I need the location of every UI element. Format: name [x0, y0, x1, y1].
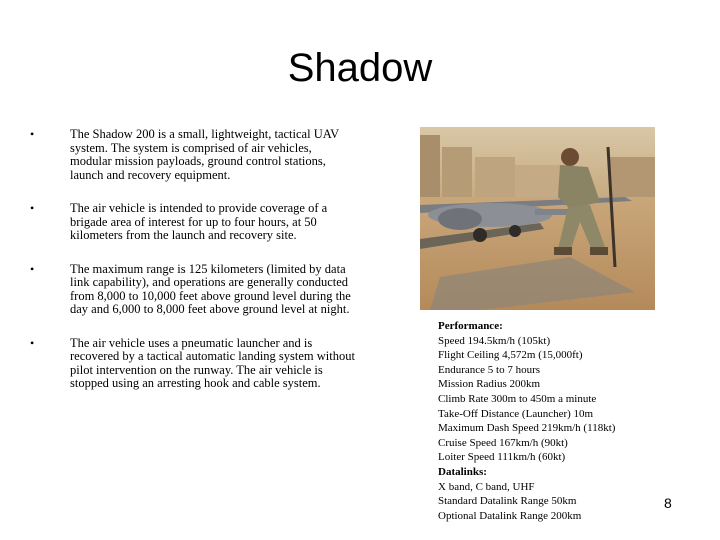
uav-photo [420, 127, 655, 310]
bullet-text: The air vehicle uses a pneumatic launcher and is recovered by a tactical automatic landing system without pilot intervention on the runway. The air vehicle is stopped using an arresting hook and cable system. [70, 335, 355, 390]
slide-title: Shadow [287, 46, 433, 90]
spec-line: Flight Ceiling 4,572m (15,000ft) [438, 349, 583, 362]
bullet-text: The maximum range is 125 kilometers (limited by data link capability), and operations are generally conducted from 8,000 to 10,000 feet above ground level during the day and 6,000 to 8,000 feet above ground level at night. [70, 261, 351, 316]
bullet-text: The Shadow 200 is a small, lightweight, tactical UAV system. The system is comprised of air vehicles, modular mission payloads, ground control stations, launch and recovery equipment. [70, 127, 339, 182]
spec-line: Climb Rate 300m to 450m a minute [438, 392, 597, 405]
spec-line: Optional Datalink Range 200km [438, 509, 582, 522]
bullet-marker: • [30, 201, 35, 215]
spec-line: X band, C band, UHF [438, 480, 535, 493]
page-number: 8 [664, 495, 672, 511]
spec-line: Standard Datalink Range 50km [438, 495, 577, 508]
bullet-text: The air vehicle is intended to provide coverage of a brigade area of interest for up to four hours, at 50 kilometers from the launch and recovery site. [70, 201, 328, 242]
spec-line: Cruise Speed 167km/h (90kt) [438, 436, 568, 449]
bullet-item [30, 263, 355, 317]
spec-line: Endurance 5 to 7 hours [438, 363, 541, 376]
spec-line: Mission Radius 200km [438, 378, 541, 391]
spec-line: Speed 194.5km/h (105kt) [438, 334, 551, 347]
bullet-marker: • [30, 335, 35, 350]
bullet-item [30, 202, 355, 243]
spec-line: Maximum Dash Speed 219km/h (118kt) [438, 422, 616, 435]
bullet-marker: • [30, 127, 35, 141]
datalinks-heading: Datalinks: [438, 465, 487, 478]
bullet-item [30, 128, 355, 182]
bullet-marker: • [30, 261, 35, 276]
bullet-list [30, 128, 355, 411]
performance-heading: Performance: [438, 320, 503, 332]
spec-line: Loiter Speed 111km/h (60kt) [438, 451, 566, 464]
spec-line: Take-Off Distance (Launcher) 10m [438, 407, 594, 420]
bullet-item [30, 337, 355, 391]
specifications-block [438, 319, 678, 523]
